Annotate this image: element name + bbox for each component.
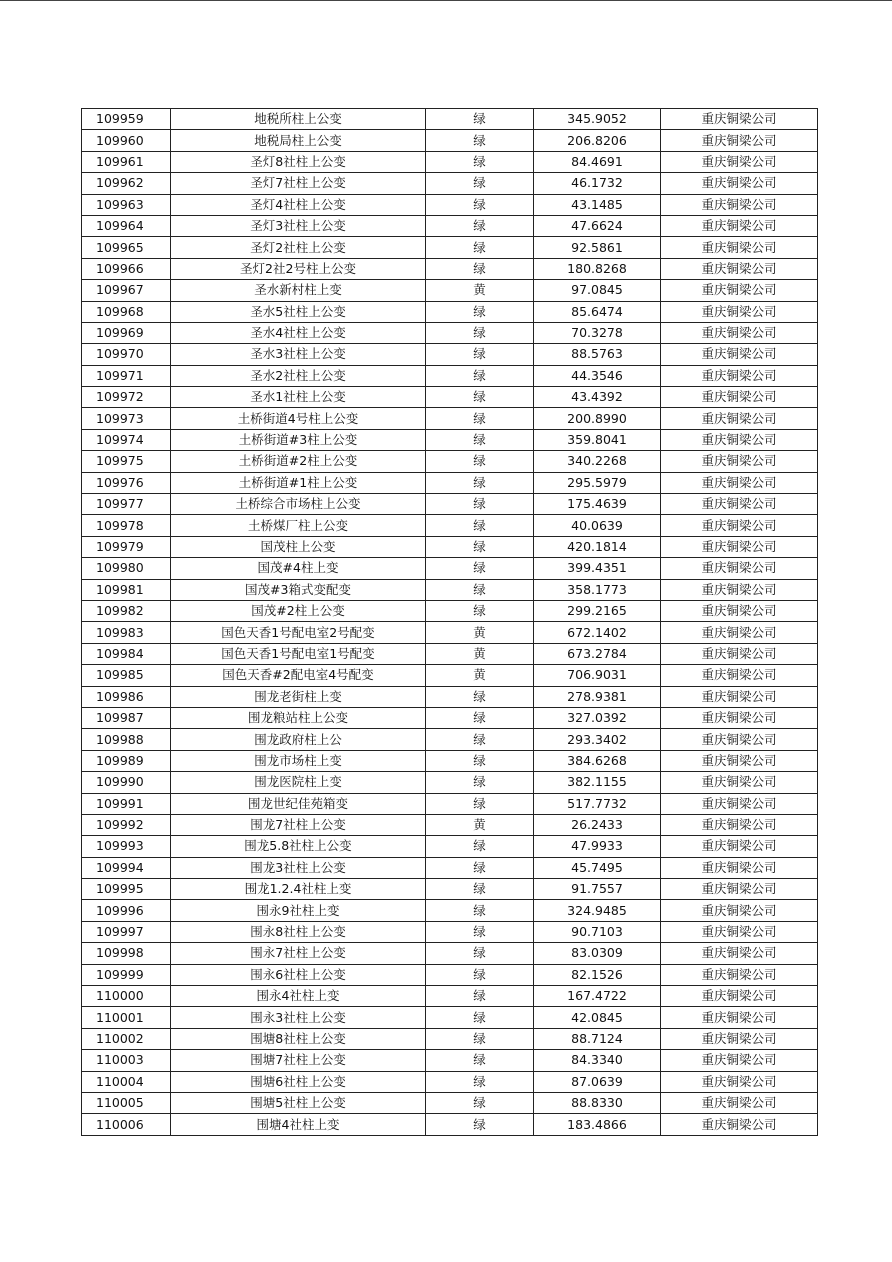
company-cell: 重庆铜梁公司 xyxy=(661,921,818,942)
company-cell: 重庆铜梁公司 xyxy=(661,793,818,814)
value-cell: 324.9485 xyxy=(534,900,661,921)
transformer-name-cell: 围龙市场柱上变 xyxy=(171,750,426,771)
value-cell: 87.0639 xyxy=(534,1071,661,1092)
transformer-name-cell: 国色天香1号配电室1号配变 xyxy=(171,643,426,664)
transformer-name-cell: 地税所柱上公变 xyxy=(171,109,426,130)
transformer-name-cell: 国茂#2柱上公变 xyxy=(171,600,426,621)
table-row xyxy=(82,558,818,579)
status-color-cell: 黄 xyxy=(426,665,534,686)
company-cell: 重庆铜梁公司 xyxy=(661,472,818,493)
transformer-name-cell: 围永6社柱上公变 xyxy=(171,964,426,985)
company-cell: 重庆铜梁公司 xyxy=(661,750,818,771)
company-cell: 重庆铜梁公司 xyxy=(661,194,818,215)
status-color-cell: 绿 xyxy=(426,322,534,343)
table-row xyxy=(82,600,818,621)
transformer-name-cell: 国茂#3箱式变配变 xyxy=(171,579,426,600)
company-cell: 重庆铜梁公司 xyxy=(661,408,818,429)
row-id-cell: 109963 xyxy=(82,194,171,215)
table-row xyxy=(82,536,818,557)
company-cell: 重庆铜梁公司 xyxy=(661,686,818,707)
company-cell: 重庆铜梁公司 xyxy=(661,109,818,130)
value-cell: 90.7103 xyxy=(534,921,661,942)
value-cell: 183.4866 xyxy=(534,1114,661,1135)
row-id-cell: 109973 xyxy=(82,408,171,429)
status-color-cell: 绿 xyxy=(426,986,534,1007)
row-id-cell: 109971 xyxy=(82,365,171,386)
transformer-name-cell: 围龙5.8社柱上公变 xyxy=(171,836,426,857)
value-cell: 420.1814 xyxy=(534,536,661,557)
row-id-cell: 109960 xyxy=(82,130,171,151)
value-cell: 70.3278 xyxy=(534,322,661,343)
status-color-cell: 绿 xyxy=(426,1007,534,1028)
status-color-cell: 绿 xyxy=(426,879,534,900)
table-body xyxy=(82,109,818,1136)
row-id-cell: 109969 xyxy=(82,322,171,343)
transformer-name-cell: 围永8社柱上公变 xyxy=(171,921,426,942)
table-row xyxy=(82,215,818,236)
company-cell: 重庆铜梁公司 xyxy=(661,429,818,450)
company-cell: 重庆铜梁公司 xyxy=(661,622,818,643)
row-id-cell: 109981 xyxy=(82,579,171,600)
row-id-cell: 109985 xyxy=(82,665,171,686)
value-cell: 88.8330 xyxy=(534,1092,661,1113)
table-row xyxy=(82,622,818,643)
row-id-cell: 109982 xyxy=(82,600,171,621)
row-id-cell: 110001 xyxy=(82,1007,171,1028)
status-color-cell: 黄 xyxy=(426,622,534,643)
table-row xyxy=(82,344,818,365)
value-cell: 706.9031 xyxy=(534,665,661,686)
row-id-cell: 109997 xyxy=(82,921,171,942)
transformer-name-cell: 国色天香#2配电室4号配变 xyxy=(171,665,426,686)
company-cell: 重庆铜梁公司 xyxy=(661,1050,818,1071)
value-cell: 82.1526 xyxy=(534,964,661,985)
transformer-name-cell: 围龙老街柱上变 xyxy=(171,686,426,707)
value-cell: 45.7495 xyxy=(534,857,661,878)
company-cell: 重庆铜梁公司 xyxy=(661,964,818,985)
table-row xyxy=(82,151,818,172)
company-cell: 重庆铜梁公司 xyxy=(661,451,818,472)
table-row xyxy=(82,836,818,857)
status-color-cell: 绿 xyxy=(426,494,534,515)
company-cell: 重庆铜梁公司 xyxy=(661,322,818,343)
row-id-cell: 110000 xyxy=(82,986,171,1007)
table-row xyxy=(82,515,818,536)
table-row xyxy=(82,258,818,279)
status-color-cell: 绿 xyxy=(426,258,534,279)
value-cell: 359.8041 xyxy=(534,429,661,450)
table-row xyxy=(82,365,818,386)
table-row xyxy=(82,772,818,793)
status-color-cell: 绿 xyxy=(426,109,534,130)
transformer-name-cell: 土桥煤厂柱上公变 xyxy=(171,515,426,536)
row-id-cell: 109961 xyxy=(82,151,171,172)
status-color-cell: 绿 xyxy=(426,921,534,942)
company-cell: 重庆铜梁公司 xyxy=(661,600,818,621)
table-row xyxy=(82,879,818,900)
row-id-cell: 109986 xyxy=(82,686,171,707)
transformer-name-cell: 圣水1社柱上公变 xyxy=(171,387,426,408)
status-color-cell: 绿 xyxy=(426,558,534,579)
row-id-cell: 109989 xyxy=(82,750,171,771)
transformer-name-cell: 土桥街道4号柱上公变 xyxy=(171,408,426,429)
status-color-cell: 绿 xyxy=(426,237,534,258)
transformer-name-cell: 圣灯4社柱上公变 xyxy=(171,194,426,215)
row-id-cell: 109990 xyxy=(82,772,171,793)
company-cell: 重庆铜梁公司 xyxy=(661,237,818,258)
value-cell: 167.4722 xyxy=(534,986,661,1007)
table-row xyxy=(82,408,818,429)
row-id-cell: 109959 xyxy=(82,109,171,130)
value-cell: 47.6624 xyxy=(534,215,661,236)
table-row xyxy=(82,707,818,728)
table-row xyxy=(82,429,818,450)
status-color-cell: 绿 xyxy=(426,194,534,215)
row-id-cell: 109965 xyxy=(82,237,171,258)
company-cell: 重庆铜梁公司 xyxy=(661,943,818,964)
company-cell: 重庆铜梁公司 xyxy=(661,344,818,365)
status-color-cell: 绿 xyxy=(426,750,534,771)
status-color-cell: 绿 xyxy=(426,130,534,151)
status-color-cell: 绿 xyxy=(426,472,534,493)
company-cell: 重庆铜梁公司 xyxy=(661,707,818,728)
row-id-cell: 109983 xyxy=(82,622,171,643)
value-cell: 83.0309 xyxy=(534,943,661,964)
transformer-name-cell: 围龙政府柱上公 xyxy=(171,729,426,750)
status-color-cell: 绿 xyxy=(426,793,534,814)
row-id-cell: 109998 xyxy=(82,943,171,964)
table-row xyxy=(82,643,818,664)
value-cell: 278.9381 xyxy=(534,686,661,707)
company-cell: 重庆铜梁公司 xyxy=(661,173,818,194)
status-color-cell: 绿 xyxy=(426,365,534,386)
transformer-name-cell: 围塘7社柱上公变 xyxy=(171,1050,426,1071)
table-row xyxy=(82,494,818,515)
transformer-name-cell: 围永9社柱上变 xyxy=(171,900,426,921)
page-top-border xyxy=(0,0,892,1)
value-cell: 672.1402 xyxy=(534,622,661,643)
status-color-cell: 绿 xyxy=(426,1071,534,1092)
table-row xyxy=(82,472,818,493)
table-row xyxy=(82,280,818,301)
row-id-cell: 110006 xyxy=(82,1114,171,1135)
status-color-cell: 绿 xyxy=(426,1050,534,1071)
transformer-name-cell: 圣灯2社柱上公变 xyxy=(171,237,426,258)
table-row xyxy=(82,729,818,750)
company-cell: 重庆铜梁公司 xyxy=(661,836,818,857)
status-color-cell: 黄 xyxy=(426,280,534,301)
company-cell: 重庆铜梁公司 xyxy=(661,258,818,279)
table-row xyxy=(82,130,818,151)
status-color-cell: 绿 xyxy=(426,836,534,857)
transformer-table xyxy=(81,108,818,1136)
company-cell: 重庆铜梁公司 xyxy=(661,558,818,579)
row-id-cell: 109975 xyxy=(82,451,171,472)
transformer-name-cell: 围塘6社柱上公变 xyxy=(171,1071,426,1092)
value-cell: 85.6474 xyxy=(534,301,661,322)
status-color-cell: 绿 xyxy=(426,151,534,172)
row-id-cell: 109996 xyxy=(82,900,171,921)
value-cell: 88.7124 xyxy=(534,1028,661,1049)
row-id-cell: 109991 xyxy=(82,793,171,814)
status-color-cell: 绿 xyxy=(426,772,534,793)
table-row xyxy=(82,900,818,921)
status-color-cell: 绿 xyxy=(426,1028,534,1049)
transformer-name-cell: 围龙3社柱上公变 xyxy=(171,857,426,878)
table-row xyxy=(82,1114,818,1135)
company-cell: 重庆铜梁公司 xyxy=(661,814,818,835)
row-id-cell: 109962 xyxy=(82,173,171,194)
table-row xyxy=(82,301,818,322)
status-color-cell: 黄 xyxy=(426,814,534,835)
row-id-cell: 109994 xyxy=(82,857,171,878)
row-id-cell: 109976 xyxy=(82,472,171,493)
table-row xyxy=(82,1092,818,1113)
value-cell: 26.2433 xyxy=(534,814,661,835)
company-cell: 重庆铜梁公司 xyxy=(661,515,818,536)
transformer-name-cell: 围龙医院柱上变 xyxy=(171,772,426,793)
value-cell: 327.0392 xyxy=(534,707,661,728)
table-row xyxy=(82,109,818,130)
value-cell: 293.3402 xyxy=(534,729,661,750)
table-row xyxy=(82,986,818,1007)
company-cell: 重庆铜梁公司 xyxy=(661,879,818,900)
status-color-cell: 绿 xyxy=(426,579,534,600)
company-cell: 重庆铜梁公司 xyxy=(661,643,818,664)
row-id-cell: 109974 xyxy=(82,429,171,450)
company-cell: 重庆铜梁公司 xyxy=(661,387,818,408)
company-cell: 重庆铜梁公司 xyxy=(661,857,818,878)
table-row xyxy=(82,579,818,600)
table-row xyxy=(82,173,818,194)
company-cell: 重庆铜梁公司 xyxy=(661,130,818,151)
value-cell: 384.6268 xyxy=(534,750,661,771)
transformer-name-cell: 围龙世纪佳苑箱变 xyxy=(171,793,426,814)
value-cell: 44.3546 xyxy=(534,365,661,386)
row-id-cell: 109970 xyxy=(82,344,171,365)
transformer-name-cell: 土桥综合市场柱上公变 xyxy=(171,494,426,515)
row-id-cell: 109977 xyxy=(82,494,171,515)
value-cell: 180.8268 xyxy=(534,258,661,279)
row-id-cell: 109995 xyxy=(82,879,171,900)
company-cell: 重庆铜梁公司 xyxy=(661,729,818,750)
status-color-cell: 绿 xyxy=(426,215,534,236)
row-id-cell: 109964 xyxy=(82,215,171,236)
transformer-name-cell: 国色天香1号配电室2号配变 xyxy=(171,622,426,643)
company-cell: 重庆铜梁公司 xyxy=(661,1092,818,1113)
table-row xyxy=(82,686,818,707)
transformer-name-cell: 圣水5社柱上公变 xyxy=(171,301,426,322)
status-color-cell: 绿 xyxy=(426,729,534,750)
status-color-cell: 绿 xyxy=(426,943,534,964)
row-id-cell: 110003 xyxy=(82,1050,171,1071)
value-cell: 42.0845 xyxy=(534,1007,661,1028)
table-row xyxy=(82,194,818,215)
value-cell: 43.4392 xyxy=(534,387,661,408)
status-color-cell: 绿 xyxy=(426,600,534,621)
transformer-name-cell: 圣水新村柱上变 xyxy=(171,280,426,301)
row-id-cell: 109967 xyxy=(82,280,171,301)
company-cell: 重庆铜梁公司 xyxy=(661,772,818,793)
table-row xyxy=(82,322,818,343)
company-cell: 重庆铜梁公司 xyxy=(661,1028,818,1049)
status-color-cell: 绿 xyxy=(426,686,534,707)
status-color-cell: 绿 xyxy=(426,515,534,536)
value-cell: 91.7557 xyxy=(534,879,661,900)
transformer-name-cell: 国茂#4柱上变 xyxy=(171,558,426,579)
row-id-cell: 109993 xyxy=(82,836,171,857)
company-cell: 重庆铜梁公司 xyxy=(661,365,818,386)
row-id-cell: 109978 xyxy=(82,515,171,536)
value-cell: 206.8206 xyxy=(534,130,661,151)
value-cell: 382.1155 xyxy=(534,772,661,793)
company-cell: 重庆铜梁公司 xyxy=(661,900,818,921)
transformer-name-cell: 围龙1.2.4社柱上变 xyxy=(171,879,426,900)
row-id-cell: 110004 xyxy=(82,1071,171,1092)
company-cell: 重庆铜梁公司 xyxy=(661,494,818,515)
status-color-cell: 绿 xyxy=(426,857,534,878)
status-color-cell: 绿 xyxy=(426,451,534,472)
table-row xyxy=(82,921,818,942)
row-id-cell: 110005 xyxy=(82,1092,171,1113)
status-color-cell: 绿 xyxy=(426,344,534,365)
value-cell: 358.1773 xyxy=(534,579,661,600)
transformer-name-cell: 围塘4社柱上变 xyxy=(171,1114,426,1135)
company-cell: 重庆铜梁公司 xyxy=(661,579,818,600)
transformer-name-cell: 圣灯7社柱上公变 xyxy=(171,173,426,194)
value-cell: 92.5861 xyxy=(534,237,661,258)
value-cell: 47.9933 xyxy=(534,836,661,857)
value-cell: 88.5763 xyxy=(534,344,661,365)
value-cell: 84.4691 xyxy=(534,151,661,172)
value-cell: 340.2268 xyxy=(534,451,661,472)
table-row xyxy=(82,1028,818,1049)
row-id-cell: 109992 xyxy=(82,814,171,835)
transformer-name-cell: 圣灯3社柱上公变 xyxy=(171,215,426,236)
table-row xyxy=(82,665,818,686)
table-row xyxy=(82,814,818,835)
row-id-cell: 109987 xyxy=(82,707,171,728)
transformer-name-cell: 围龙7社柱上公变 xyxy=(171,814,426,835)
company-cell: 重庆铜梁公司 xyxy=(661,280,818,301)
transformer-name-cell: 围塘8社柱上公变 xyxy=(171,1028,426,1049)
status-color-cell: 绿 xyxy=(426,429,534,450)
value-cell: 673.2784 xyxy=(534,643,661,664)
table-row xyxy=(82,1071,818,1092)
status-color-cell: 绿 xyxy=(426,173,534,194)
row-id-cell: 109984 xyxy=(82,643,171,664)
company-cell: 重庆铜梁公司 xyxy=(661,986,818,1007)
transformer-name-cell: 圣灯2社2号柱上公变 xyxy=(171,258,426,279)
company-cell: 重庆铜梁公司 xyxy=(661,151,818,172)
company-cell: 重庆铜梁公司 xyxy=(661,1114,818,1135)
value-cell: 175.4639 xyxy=(534,494,661,515)
value-cell: 84.3340 xyxy=(534,1050,661,1071)
transformer-name-cell: 围永4社柱上变 xyxy=(171,986,426,1007)
table-row xyxy=(82,1050,818,1071)
transformer-name-cell: 围塘5社柱上公变 xyxy=(171,1092,426,1113)
value-cell: 43.1485 xyxy=(534,194,661,215)
table-row xyxy=(82,857,818,878)
status-color-cell: 黄 xyxy=(426,643,534,664)
table-row xyxy=(82,237,818,258)
table-row xyxy=(82,750,818,771)
value-cell: 345.9052 xyxy=(534,109,661,130)
value-cell: 97.0845 xyxy=(534,280,661,301)
company-cell: 重庆铜梁公司 xyxy=(661,1007,818,1028)
company-cell: 重庆铜梁公司 xyxy=(661,536,818,557)
status-color-cell: 绿 xyxy=(426,301,534,322)
company-cell: 重庆铜梁公司 xyxy=(661,301,818,322)
status-color-cell: 绿 xyxy=(426,900,534,921)
company-cell: 重庆铜梁公司 xyxy=(661,1071,818,1092)
transformer-name-cell: 土桥街道#3柱上公变 xyxy=(171,429,426,450)
transformer-name-cell: 圣水3社柱上公变 xyxy=(171,344,426,365)
value-cell: 295.5979 xyxy=(534,472,661,493)
status-color-cell: 绿 xyxy=(426,387,534,408)
row-id-cell: 109966 xyxy=(82,258,171,279)
table-row xyxy=(82,451,818,472)
status-color-cell: 绿 xyxy=(426,1114,534,1135)
row-id-cell: 109980 xyxy=(82,558,171,579)
transformer-name-cell: 土桥街道#2柱上公变 xyxy=(171,451,426,472)
transformer-name-cell: 圣水2社柱上公变 xyxy=(171,365,426,386)
status-color-cell: 绿 xyxy=(426,408,534,429)
value-cell: 399.4351 xyxy=(534,558,661,579)
company-cell: 重庆铜梁公司 xyxy=(661,665,818,686)
table-row xyxy=(82,943,818,964)
status-color-cell: 绿 xyxy=(426,707,534,728)
value-cell: 200.8990 xyxy=(534,408,661,429)
transformer-name-cell: 圣灯8社柱上公变 xyxy=(171,151,426,172)
transformer-name-cell: 圣水4社柱上公变 xyxy=(171,322,426,343)
transformer-name-cell: 围永7社柱上公变 xyxy=(171,943,426,964)
status-color-cell: 绿 xyxy=(426,536,534,557)
transformer-name-cell: 土桥街道#1柱上公变 xyxy=(171,472,426,493)
transformer-name-cell: 围龙粮站柱上公变 xyxy=(171,707,426,728)
row-id-cell: 109988 xyxy=(82,729,171,750)
transformer-name-cell: 国茂柱上公变 xyxy=(171,536,426,557)
transformer-name-cell: 地税局柱上公变 xyxy=(171,130,426,151)
table-row xyxy=(82,964,818,985)
transformer-name-cell: 围永3社柱上公变 xyxy=(171,1007,426,1028)
row-id-cell: 109979 xyxy=(82,536,171,557)
row-id-cell: 109999 xyxy=(82,964,171,985)
value-cell: 40.0639 xyxy=(534,515,661,536)
value-cell: 46.1732 xyxy=(534,173,661,194)
table-row xyxy=(82,1007,818,1028)
status-color-cell: 绿 xyxy=(426,964,534,985)
table-row xyxy=(82,793,818,814)
row-id-cell: 109968 xyxy=(82,301,171,322)
row-id-cell: 109972 xyxy=(82,387,171,408)
value-cell: 517.7732 xyxy=(534,793,661,814)
value-cell: 299.2165 xyxy=(534,600,661,621)
company-cell: 重庆铜梁公司 xyxy=(661,215,818,236)
status-color-cell: 绿 xyxy=(426,1092,534,1113)
row-id-cell: 110002 xyxy=(82,1028,171,1049)
table-row xyxy=(82,387,818,408)
